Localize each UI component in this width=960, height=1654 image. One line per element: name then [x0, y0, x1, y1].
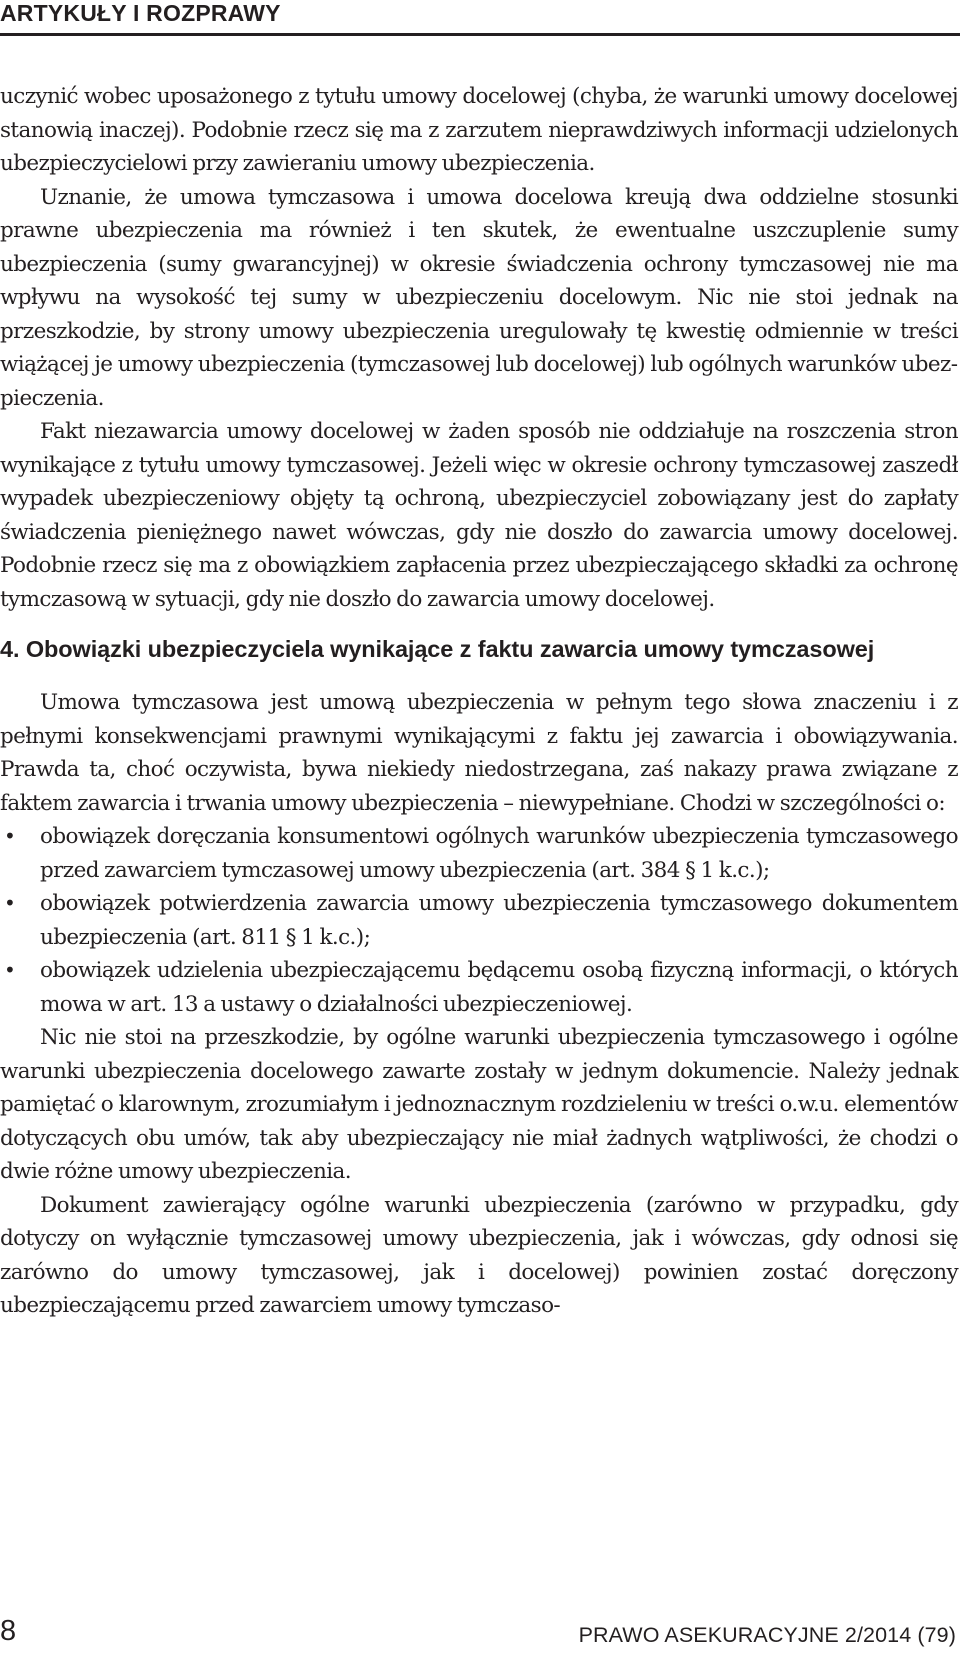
list-item	[0, 887, 958, 954]
list-item-text: obowiązek udzielenia ubezpieczającemu będącemu osobą fizyczną informacji, o których mowa w art. 13 a ustawy o działalności ubezpieczeniowej.	[40, 958, 958, 1017]
paragraph-4: Umowa tymczasowa jest umową ubezpieczenia w pełnym tego słowa znaczeniu i z pełnymi konsekwencjami prawnymi wynikającymi z faktu jej zawarcia i obowiązywania. Prawda ta, choć oczywista, bywa niekiedy niedostrzegana, zaś nakazy prawa związane z faktem zawarcia i trwania umowy ubezpieczenia – niewypełniane. Chodzi w szczególności o:	[0, 690, 958, 816]
list-item	[0, 820, 958, 887]
journal-name: PRAWO ASEKURACYJNE 2/2014 (79)	[578, 1623, 956, 1647]
section-label: ARTYKUŁY I ROZPRAWY	[0, 0, 281, 26]
bullet-icon: •	[4, 824, 16, 848]
page-number: 8	[0, 1615, 17, 1647]
paragraph-5: Nic nie stoi na przeszkodzie, by ogólne warunki ubezpieczenia tymczasowego i ogólne warunki ubezpieczenia docelowego zawarte zostały w jednym dokumencie. Należy jednak pamiętać o klarownym, zrozumiałym i jednoznacznym rozdzieleniu w treści o.w.u. elementów dotyczących obu umów, tak aby ubezpieczający nie miał żadnych wątpliwości, że chodzi o dwie różne umowy ubezpieczenia.	[0, 1025, 958, 1184]
paragraph-2: Uznanie, że umowa tymczasowa i umowa docelowa kreują dwa oddzielne stosunki prawne ubezpieczenia ma również i ten skutek, że ewentualne uszczuplenie sumy ubezpieczenia (sumy gwarancyjnej) w okresie świadczenia ochrony tymczasowej nie ma wpływu na wysokość tej sumy w ubezpieczeniu docelowym. Nic nie stoi jednak na przeszkodzie, by strony umowy ubezpieczenia uregulowały tę kwestię odmiennie w treści wiążącej je umowy ubezpieczenia (tymczasowej lub docelowej) lub ogólnych warunków ubezpieczenia.	[0, 184, 958, 411]
bullet-icon: •	[4, 958, 16, 982]
section-heading: 4. Obowiązki ubezpieczyciela wynikające z faktu zawarcia umowy tymczasowej	[0, 636, 875, 662]
list-item-text: obowiązek doręczania konsumentowi ogólnych warunków ubezpieczenia tymczasowego przed zawarciem tymczasowej umowy ubezpieczenia (art. 384 § 1 k.c.);	[40, 824, 958, 883]
article-body	[0, 80, 958, 1323]
list-item-text: obowiązek potwierdzenia zawarcia umowy ubezpieczenia tymczasowego dokumentem ubezpieczenia (art. 811 § 1 k.c.);	[40, 891, 958, 950]
bullet-icon: •	[4, 891, 16, 915]
obligations-list	[0, 820, 958, 1021]
paragraph-3: Fakt niezawarcia umowy docelowej w żaden sposób nie oddziałuje na roszczenia stron wynikające z tytułu umowy tymczasowej. Jeżeli więc w okresie ochrony tymczasowej zaszedł wypadek ubezpieczeniowy objęty tą ochroną, ubezpieczyciel zobowiązany jest do zapłaty świadczenia pieniężnego nawet wówczas, gdy nie doszło do zawarcia umowy docelowej. Podobnie rzecz się ma z obowiązkiem zapłacenia przez ubezpieczającego składki za ochronę tymczasową w sytuacji, gdy nie doszło do zawarcia umowy docelowej.	[0, 419, 958, 612]
header-rule	[0, 33, 960, 36]
paragraph-1: uczynić wobec uposażonego z tytułu umowy docelowej (chyba, że warunki umowy docelowej stanowią inaczej). Podobnie rzecz się ma z zarzutem nieprawdziwych informacji udzielonych ubezpieczycielowi przy zawieraniu umowy ubezpieczenia.	[0, 84, 958, 176]
page-footer	[0, 1614, 960, 1650]
list-item	[0, 954, 958, 1021]
paragraph-6: Dokument zawierający ogólne warunki ubezpieczenia (zarówno w przypadku, gdy dotyczy on wyłącznie tymczasowej umowy ubezpieczenia, jak i wówczas, gdy odnosi się zarówno do umowy tymczasowej, jak i docelowej) powinien zostać doręczony ubezpieczającemu przed zawarciem umowy tymczaso-	[0, 1192, 958, 1318]
